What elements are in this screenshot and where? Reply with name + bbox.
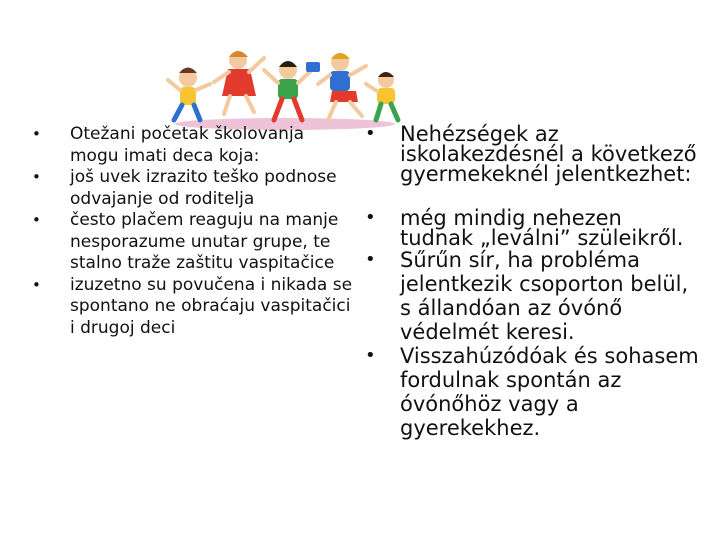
child-figure-4 (318, 53, 366, 120)
child-figure-3 (264, 61, 320, 120)
list-item: • izuzetno su povučena i nikada se spontano ne obraćaju vaspitačici i drugoj deci (70, 275, 355, 340)
list-item: • Visszahúzódóak és sohasem fordulnak spontán az óvónőhöz vagy a gyerekekhez. (400, 344, 700, 440)
list-item: • još uvek izrazito teško podnose odvajanje od roditelja (70, 167, 355, 210)
list-item: • Nehézségek az iskolakezdésnél a következő gyermekeknél jelentkezhet: (400, 124, 700, 184)
list-item: • Otežani početak školovanja mogu imati deca koja: (70, 124, 355, 167)
child-figure-1 (168, 68, 210, 121)
list-item: • Sűrűn sír, ha probléma jelentkezik csoporton belül, s állandóan az óvónő védelmét keresi. (400, 248, 700, 344)
serbian-bullet-list (70, 124, 355, 339)
child-figure-5 (366, 72, 398, 120)
list-item: • često plačem reaguju na manje nesporazume unutar grupe, te stalno traže zaštitu vaspitačice (70, 210, 355, 275)
children-playing-illustration (160, 40, 410, 130)
hungarian-bullet-list (400, 124, 700, 440)
child-figure-2 (214, 51, 264, 114)
list-item: • még mindig nehezen tudnak „leválni” szüleikről. (400, 208, 700, 248)
